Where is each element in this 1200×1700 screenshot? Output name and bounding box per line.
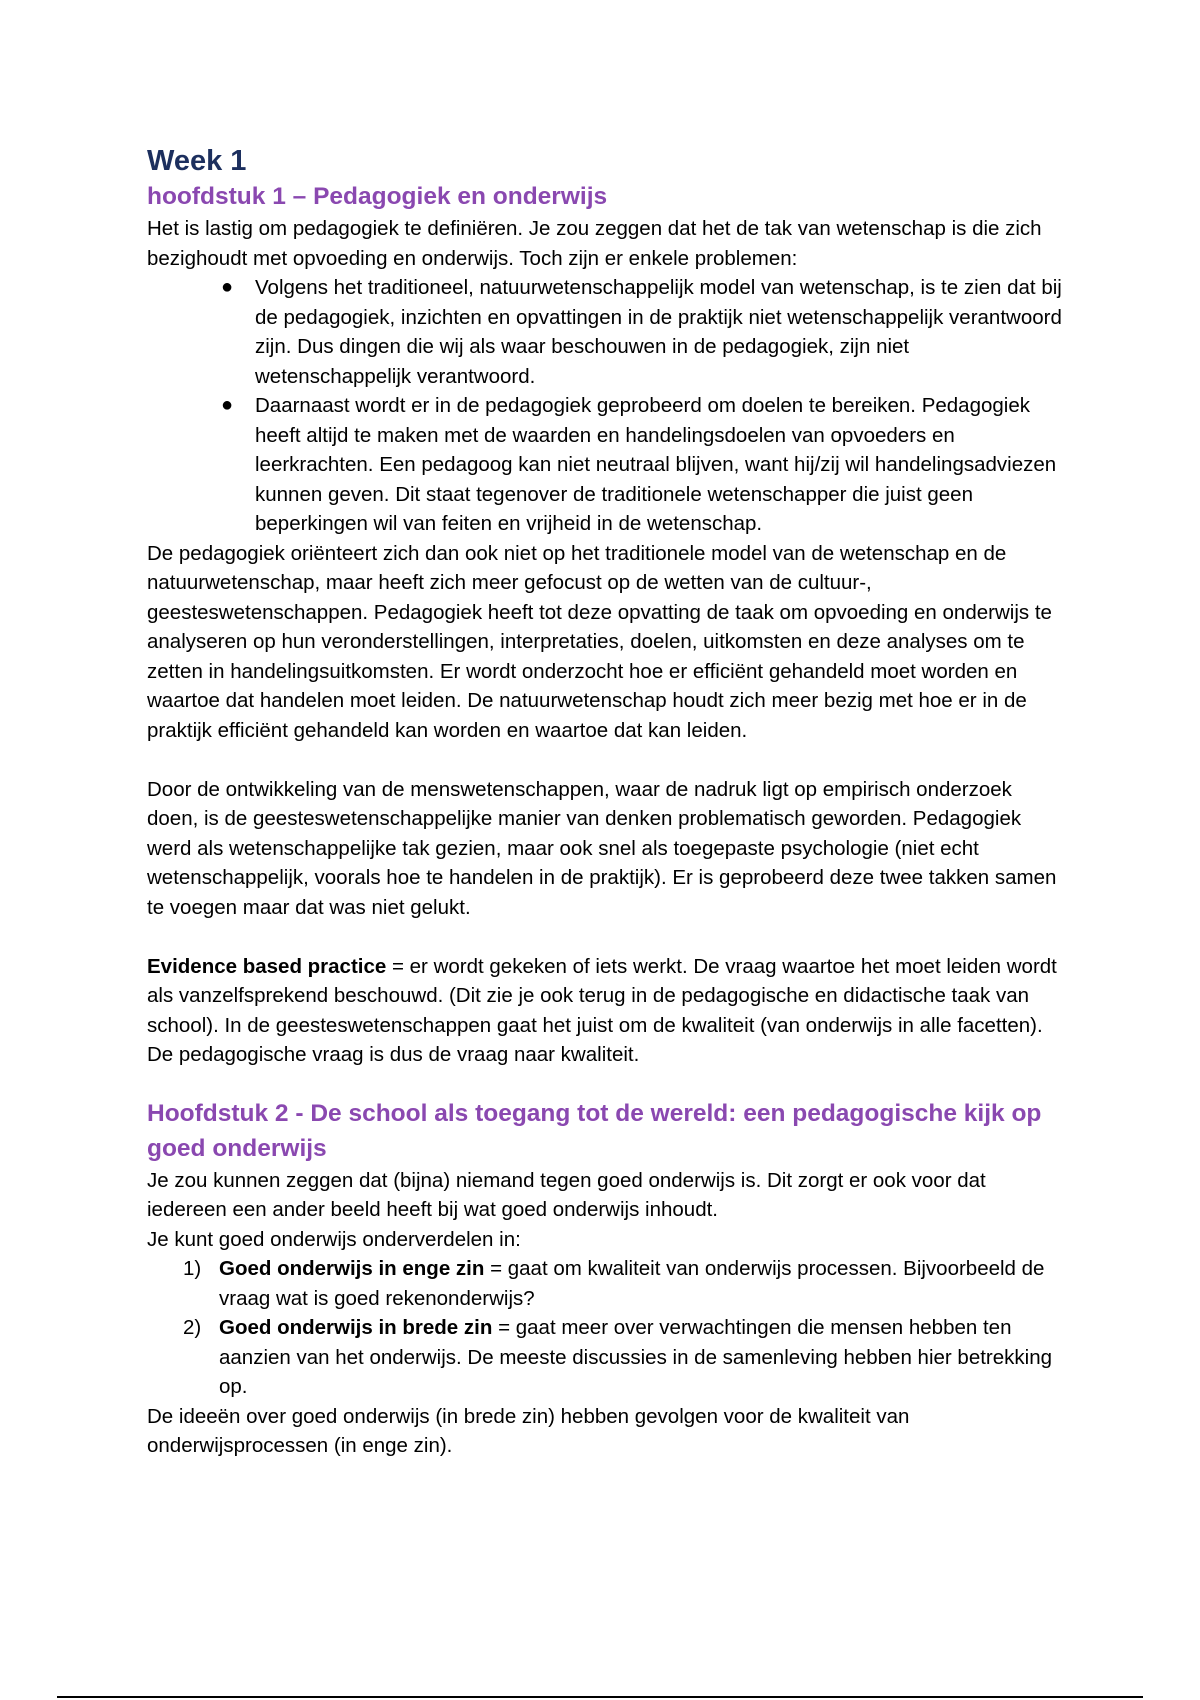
- list-definition: = gaat meer over verwachtingen die mensen hebben ten aanzien van het onderwijs. De meeste discussies in de samenleving hebben hier betrekking op.: [219, 1316, 1053, 1398]
- chapter-2-intro-1: Je zou kunnen zeggen dat (bijna) niemand tegen goed onderwijs is. Dit zorgt er ook voor dat iedereen een ander beeld heeft bij wat goed onderwijs inhoudt.: [147, 1168, 986, 1221]
- ebp-term: Evidence based practice: [147, 954, 387, 978]
- list-term: Goed onderwijs in brede zin: [219, 1316, 493, 1339]
- list-number: 2): [183, 1316, 202, 1339]
- bullet-icon: ●: [221, 394, 234, 416]
- ebp-definition: = er wordt gekeken of iets werkt. De vraag waartoe het moet leiden wordt als vanzelfsprekend beschouwd. (Dit zie je ook terug in de pedagogische en didactische taak van school). In de geesteswetenschappen gaat het juist om de kwaliteit (van onderwijs in alle facetten). De pedagogische vraag is dus de vraag naar kwaliteit.: [147, 954, 1057, 1066]
- chapter-1-paragraph-1: De pedagogiek oriënteert zich dan ook niet op het traditionele model van de wetenschap en de natuurwetenschap, maar heeft zich meer gefocust op de wetten van de cultuur-, geesteswetenschappen. Pedagogiek heeft tot deze opvatting de taak om opvoeding en onderwijs te analyseren op hun veronderstellingen, interpretaties, doelen, uitkomsten en deze analyses om te zetten in handelingsuitkomsten. Er wordt onderzocht hoe er efficiënt gehandeld moet worden en waartoe dat handelen moet leiden. De natuurwetenschap houdt zich meer bezig met hoe er in de praktijk efficiënt gehandeld kan worden en waartoe dat kan leiden.: [147, 541, 1052, 742]
- chapter-2-closing: De ideeën over goed onderwijs (in brede zin) hebben gevolgen voor de kwaliteit van onderwijsprocessen (in enge zin).: [147, 1404, 910, 1457]
- chapter-1-bullet-list: [147, 273, 1067, 539]
- list-term: Goed onderwijs in enge zin: [219, 1257, 485, 1280]
- chapter-1-paragraph-2: Door de ontwikkeling van de menswetenschappen, waar de nadruk ligt op empirisch onderzoek doen, is de geesteswetenschappelijke manier van denken problematisch geworden. Pedagogiek werd als wetenschappelijke tak gezien, maar ook snel als toegepaste psychologie (niet echt wetenschappelijk, voorals hoe te handelen in de praktijk). Er is geprobeerd deze twee takken samen te voegen maar dat was niet gelukt.: [147, 777, 1057, 919]
- week-title: Week 1: [147, 145, 247, 177]
- evidence-based-practice-paragraph: [147, 952, 1067, 1070]
- chapter-2-title: Hoofdstuk 2 - De school als toegang tot de wereld: een pedagogische kijk op goed onderwijs: [147, 1099, 1042, 1162]
- list-definition: = gaat om kwaliteit van onderwijs processen. Bijvoorbeeld de vraag wat is goed rekenonderwijs?: [219, 1257, 1045, 1310]
- page-bottom-divider: [57, 1696, 1143, 1698]
- list-item: [147, 391, 1067, 539]
- spacer: [147, 745, 1067, 775]
- chapter-2-numbered-list: [147, 1254, 1067, 1402]
- bullet-text: Volgens het traditioneel, natuurwetenschappelijk model van wetenschap, is te zien dat bij de pedagogiek, inzichten en opvattingen in de praktijk niet wetenschappelijk verantwoord zijn. Dus dingen die wij als waar beschouwen in de pedagogiek, zijn niet wetenschappelijk verantwoord.: [255, 276, 1062, 388]
- chapter-1-intro: Het is lastig om pedagogiek te definiëren. Je zou zeggen dat het de tak van wetenschap is die zich bezighoudt met opvoeding en onderwijs. Toch zijn er enkele problemen:: [147, 217, 1042, 270]
- spacer: [147, 922, 1067, 952]
- list-item: [147, 1254, 1067, 1313]
- chapter-1-title: hoofdstuk 1 – Pedagogiek en onderwijs: [147, 183, 608, 210]
- bullet-icon: ●: [221, 276, 234, 298]
- bullet-text: Daarnaast wordt er in de pedagogiek geprobeerd om doelen te bereiken. Pedagogiek heeft altijd te maken met de waarden en handelingsdoelen van opvoeders en leerkrachten. Een pedagoog kan niet neutraal blijven, want hij/zij wil handelingsadviezen kunnen geven. Dit staat tegenover de traditionele wetenschapper die juist geen beperkingen wil van feiten en vrijheid in de wetenschap.: [255, 394, 1057, 535]
- chapter-2-intro-2: Je kunt goed onderwijs onderverdelen in:: [147, 1227, 521, 1251]
- list-item: [147, 273, 1067, 391]
- list-item: [147, 1313, 1067, 1402]
- list-number: 1): [183, 1257, 202, 1280]
- document-page: [147, 143, 1067, 1461]
